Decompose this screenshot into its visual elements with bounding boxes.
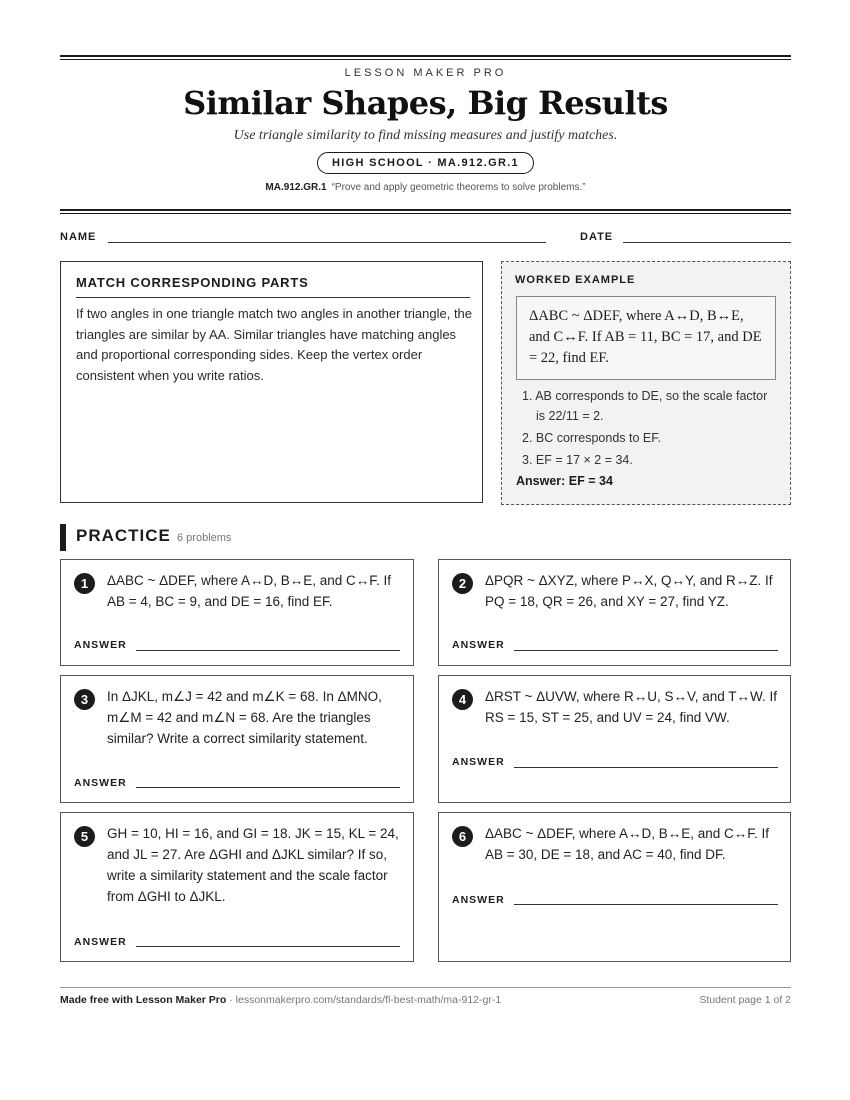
- answer-field[interactable]: [136, 650, 400, 651]
- answer-field[interactable]: [136, 946, 400, 947]
- name-label: NAME: [60, 231, 97, 243]
- date-label: DATE: [580, 231, 614, 243]
- grade-standard-badge: HIGH SCHOOL · MA.912.GR.1: [317, 152, 534, 174]
- example-step: 2. BC corresponds to EF.: [522, 431, 661, 445]
- footer-page-number: Student page 1 of 2: [699, 994, 791, 1006]
- concept-box: [60, 261, 483, 503]
- answer-label: ANSWER: [452, 639, 505, 651]
- example-prompt: ΔABC ~ ΔDEF, where A↔D, B↔E, and C↔F. If AB = 11, BC = 17, and DE = 22, find EF.: [516, 296, 776, 380]
- problem-card-1: [60, 559, 414, 666]
- footer-made-with: Made free with Lesson Maker Pro: [60, 994, 227, 1006]
- footer-credit: [60, 994, 501, 1006]
- answer-label: ANSWER: [452, 756, 505, 768]
- problem-text: In ΔJKL, m∠J = 42 and m∠K = 68. In ΔMNO, m∠M = 42 and m∠N = 68. Are the triangles similar? Write a correct similarity statement.: [107, 689, 382, 746]
- worksheet-page: [60, 0, 791, 1100]
- name-field[interactable]: [108, 242, 546, 243]
- example-step: 1. AB corresponds to DE, so the scale factor is 22/11 = 2.: [522, 389, 768, 423]
- example-steps: [516, 386, 778, 472]
- concept-heading: MATCH CORRESPONDING PARTS: [76, 275, 470, 298]
- answer-label: ANSWER: [74, 936, 127, 948]
- example-heading: WORKED EXAMPLE: [515, 274, 636, 286]
- concept-body: If two angles in one triangle match two angles in another triangle, the triangles are similar by AA. Similar triangles have matching angles and proportional corresponding sides. Keep the vertex order consistent when you write ratios.: [76, 306, 473, 383]
- answer-field[interactable]: [136, 787, 400, 788]
- answer-field[interactable]: [514, 767, 778, 768]
- brand-label: LESSON MAKER PRO: [344, 67, 507, 79]
- problem-number: 3: [74, 689, 95, 710]
- top-rule: [60, 55, 791, 57]
- answer-label: ANSWER: [452, 894, 505, 906]
- footer-url-link[interactable]: · lessonmakerpro.com/standards/fl-best-math/ma-912-gr-1: [226, 994, 502, 1006]
- problem-text: ΔABC ~ ΔDEF, where A↔D, B↔E, and C↔F. If AB = 30, DE = 18, and AC = 40, find DF.: [485, 826, 770, 862]
- page-subtitle: Use triangle similarity to find missing measures and justify matches.: [233, 128, 618, 143]
- standard-code: MA.912.GR.1: [265, 182, 327, 193]
- example-answer: Answer: EF = 34: [516, 474, 613, 488]
- answer-field[interactable]: [514, 650, 778, 651]
- problem-number: 6: [452, 826, 473, 847]
- problem-number: 2: [452, 573, 473, 594]
- problem-text: GH = 10, HI = 16, and GI = 18. JK = 15, KL = 24, and JL = 27. Are ΔGHI and ΔJKL similar? If so, write a similarity statement and the scale factor from ΔGHI to ΔJKL.: [107, 826, 399, 904]
- problem-text: ΔABC ~ ΔDEF, where A↔D, B↔E, and C↔F. If AB = 4, BC = 9, and DE = 16, find EF.: [107, 573, 392, 609]
- problem-card-3: [60, 675, 414, 803]
- problem-card-5: [60, 812, 414, 962]
- problem-number: 1: [74, 573, 95, 594]
- footer-rule: [60, 987, 791, 988]
- answer-label: ANSWER: [74, 639, 127, 651]
- date-field[interactable]: [623, 242, 791, 243]
- page-title: Similar Shapes, Big Results: [183, 84, 668, 122]
- practice-accent-bar: [60, 524, 66, 551]
- problem-text: ΔPQR ~ ΔXYZ, where P↔X, Q↔Y, and R↔Z. If PQ = 18, QR = 26, and XY = 27, find YZ.: [485, 573, 773, 609]
- practice-title: PRACTICE: [76, 526, 171, 545]
- problem-card-6: [438, 812, 791, 962]
- example-step: 3. EF = 17 × 2 = 34.: [522, 453, 633, 467]
- practice-count: 6 problems: [177, 532, 232, 544]
- badge-wrap: [60, 152, 791, 174]
- problem-card-4: [438, 675, 791, 803]
- standard-line: [60, 182, 791, 193]
- answer-label: ANSWER: [74, 777, 127, 789]
- worked-example-box: [501, 261, 791, 505]
- problem-card-2: [438, 559, 791, 666]
- standard-text: “Prove and apply geometric theorems to solve problems.”: [331, 182, 586, 193]
- problem-number: 5: [74, 826, 95, 847]
- problem-number: 4: [452, 689, 473, 710]
- header-bottom-rule: [60, 209, 791, 211]
- problem-text: ΔRST ~ ΔUVW, where R↔U, S↔V, and T↔W. If RS = 15, ST = 25, and UV = 24, find VW.: [485, 689, 777, 725]
- answer-field[interactable]: [514, 904, 778, 905]
